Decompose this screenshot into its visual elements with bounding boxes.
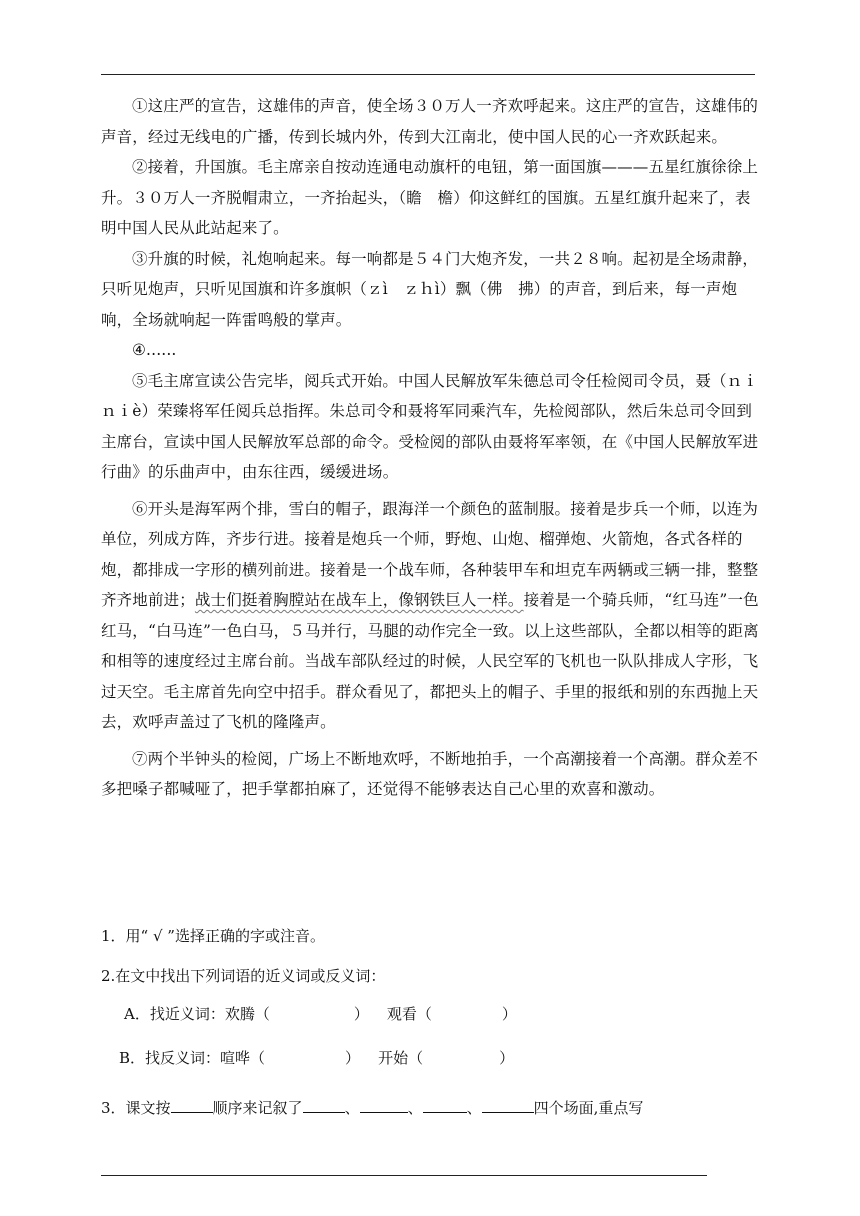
- paragraph-5-text: ⑤毛主席宣读公告完毕，阅兵式开始。中国人民解放军朱德总司令任检阅司令员，聂（ｎｉ ｎｉè）荣臻将军任阅兵总指挥。朱总司令和聂将军同乘汽车，先检阅部队，然后朱总司令回到主席台，宣读中国人民解放军总部的命令。受检阅的部队由聂将军率领，在《中国人民解放军进行曲》的乐曲声中，由东往西，缓缓进场。: [101, 371, 774, 481]
- question-2a-close-2: ）: [501, 1005, 517, 1023]
- question-2b: [119, 1047, 514, 1069]
- paragraph-5: [101, 366, 774, 488]
- question-2b-close-2: ）: [499, 1049, 515, 1067]
- question-2b-close-1: ）: [345, 1049, 361, 1067]
- answer-blank-3-scene-1[interactable]: [303, 1096, 345, 1113]
- question-3-text-a: 3．课文按: [101, 1099, 171, 1117]
- question-3-sep-1: 、: [344, 1099, 360, 1117]
- header-rule: [101, 74, 755, 75]
- paragraph-2: ②接着，升国旗。毛主席亲自按动连通电动旗杆的电钮，第一面国旗———五星红旗徐徐上升。３０万人一齐脱帽肃立，一齐抬起头，（瞻 檐）仰这鲜红的国旗。五星红旗升起来了，表明中国人民从此站起来了。: [101, 158, 759, 237]
- question-2: 2.在文中找出下列词语的近义词或反义词：: [101, 967, 386, 985]
- question-3-text-c: 四个场面,重点写: [533, 1099, 644, 1117]
- wavy-underlined-sentence: 战士们挺着胸膛站在战车上，像钢铁巨人一样。: [194, 591, 524, 609]
- paragraph-6: [101, 494, 761, 738]
- paragraph-1: ①这庄严的宣告，这雄伟的声音，使全场３０万人一齐欢呼起来。这庄严的宣告，这雄伟的声音，经过无线电的广播，传到长城内外，传到大江南北，使中国人民的心一齐欢跃起来。: [101, 97, 759, 146]
- question-3-sep-3: 、: [466, 1099, 482, 1117]
- paragraph-4: ④......: [132, 341, 177, 359]
- question-2a-label: A．找近义词：: [124, 1005, 225, 1023]
- footer-rule: [101, 1175, 707, 1176]
- question-2a: [124, 1003, 517, 1025]
- reading-passage: [101, 91, 774, 805]
- paragraph-6-text-b: 接着是一个骑兵师，“红马连”一色红马，“白马连”一色白马，５马并行，马腿的动作完全一致。以上这些部队，全都以相等的距离和相等的速度经过主席台前。当战车部队经过的时候，人民空军的飞机也一队队排成人字形，飞过天空。毛主席首先向空中招手。群众看见了，都把头上的帽子、手里的报纸和别的东西抛上天去，欢呼声盖过了飞机的隆隆声。: [101, 591, 759, 731]
- answer-blank-3-scene-2[interactable]: [360, 1096, 408, 1113]
- question-3-sep-2: 、: [407, 1099, 423, 1117]
- question-2b-word-1: 喧哗（: [220, 1049, 266, 1067]
- paragraph-7: ⑦两个半钟头的检阅，广场上不断地欢呼，不断地拍手，一个高潮接着一个高潮。群众差不多把嗓子都喊哑了，把手掌都拍麻了，还觉得不能够表达自己心里的欢喜和激动。: [101, 749, 759, 798]
- answer-blank-3-order[interactable]: [171, 1096, 213, 1113]
- question-3: [101, 1096, 643, 1119]
- question-2a-word-2: 观看（: [386, 1005, 432, 1023]
- question-2b-word-2: 开始（: [378, 1049, 424, 1067]
- question-3-text-b: 顺序来记叙了: [212, 1099, 303, 1117]
- question-1: 1．用“ √ ”选择正确的字或注音。: [101, 927, 325, 945]
- answer-blank-3-scene-3[interactable]: [423, 1096, 467, 1113]
- question-2a-word-1: 欢腾（: [224, 1005, 270, 1023]
- question-2b-label: B．找反义词：: [119, 1049, 221, 1067]
- paragraph-6-text-a: ⑥开头是海军两个排，雪白的帽子，跟海洋一个颜色的蓝制服。接着是步兵一个师，以连为单位，列成方阵，齐步行进。接着是炮兵一个师，野炮、山炮、榴弹炮、火箭炮，各式各样的炮，都排成一字形的横列前进。接着是一个战车师，各种装甲车和坦克车两辆或三辆一排，整整齐齐地前进；: [101, 499, 759, 609]
- answer-blank-3-scene-4[interactable]: [482, 1096, 534, 1113]
- paragraph-3: ③升旗的时候，礼炮响起来。每一响都是５４门大炮齐发，一共２８响。起初是全场肃静，只听见炮声，只听见国旗和许多旗帜（ｚì ｚｈì）飘（佛 拂）的声音，到后来，每一声炮响，全场就响起一阵雷鸣般的掌声。: [101, 249, 759, 329]
- question-2a-close-1: ）: [353, 1005, 369, 1023]
